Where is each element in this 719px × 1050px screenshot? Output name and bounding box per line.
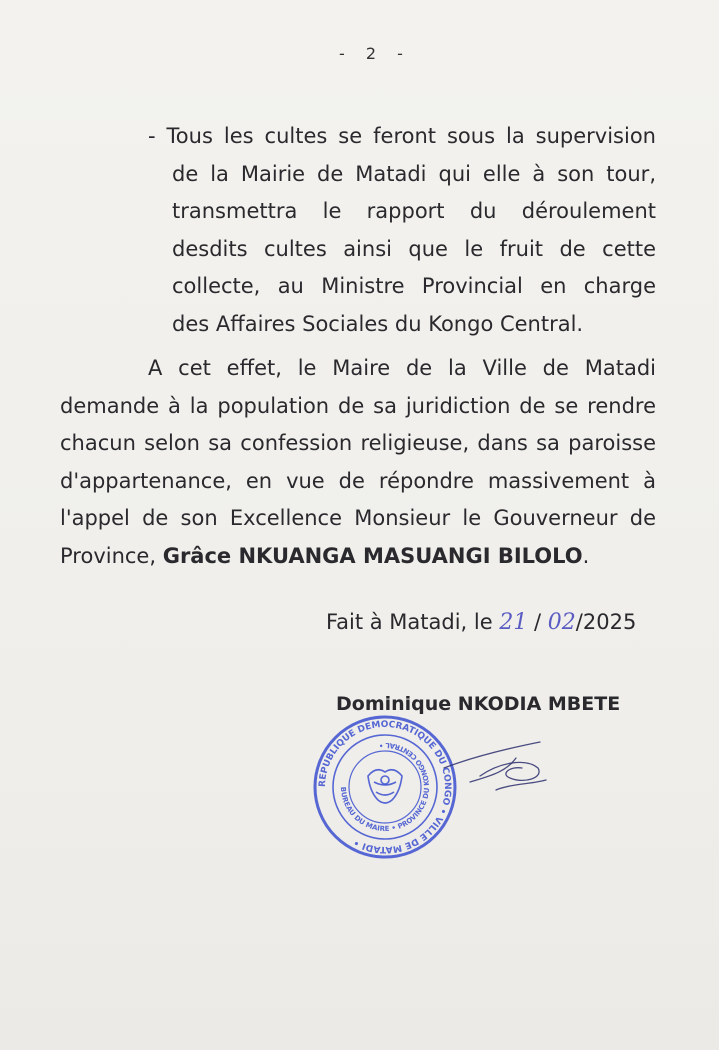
stamp-outer-text: REPUBLIQUE DEMOCRATIQUE DU CONGO • VILLE DE MATADI • [317,719,453,855]
paragraph-request [60,350,656,575]
governor-name: Grâce NKUANGA MASUANGI BILOLO [162,543,583,568]
handwritten-signature [440,728,560,808]
stamp-emblem-icon [368,770,402,803]
dateline [326,610,636,635]
text-line: collecte, au Ministre Provincial en charge [172,274,656,298]
text-line: desdits cultes ainsi que le fruit de cette [172,236,656,261]
text-line: d'appartenance, en vue de répondre massivement à [60,468,656,493]
text-line: chacun selon sa confession religieuse, dans sa paroisse [60,431,656,455]
text-line: transmettra le rapport du déroulement [172,199,656,223]
text-line: demande à la population de sa juridiction de se rendre [60,393,656,418]
text-fragment: . [582,543,590,568]
date-separator: / [527,610,548,634]
official-stamp [310,712,460,862]
svg-text:REPUBLIQUE DEMOCRATIQUE DU CON [318,720,452,854]
handwritten-month: 02 [547,610,576,635]
text-line [60,538,656,576]
stamp-inner-text: BUREAU DU MAIRE • PROVINCE DU KONGO CENTRAL • [338,740,432,834]
text-line: l'appel de son Excellence Monsieur le Gouverneur de [60,506,656,530]
page-number: - 2 - [339,44,411,63]
text-fragment: Province, [60,543,163,568]
svg-text:BUREAU DU MAIRE • PROVINCE DU [339,741,431,833]
paragraph-supervision [148,118,656,343]
signer-name: Dominique NKODIA MBETE [336,693,621,715]
date-year: /2025 [575,610,637,634]
text-line: des Affaires Sociales du Kongo Central. [172,311,584,336]
text-line: - Tous les cultes se feront sous la supervision [148,124,656,148]
text-line: de la Mairie de Matadi qui elle à son tour, [172,161,656,186]
dateline-prefix: Fait à Matadi, le [326,610,500,634]
handwritten-day: 21 [499,610,528,635]
text-line: A cet effet, le Maire de la Ville de Matadi [148,356,656,380]
